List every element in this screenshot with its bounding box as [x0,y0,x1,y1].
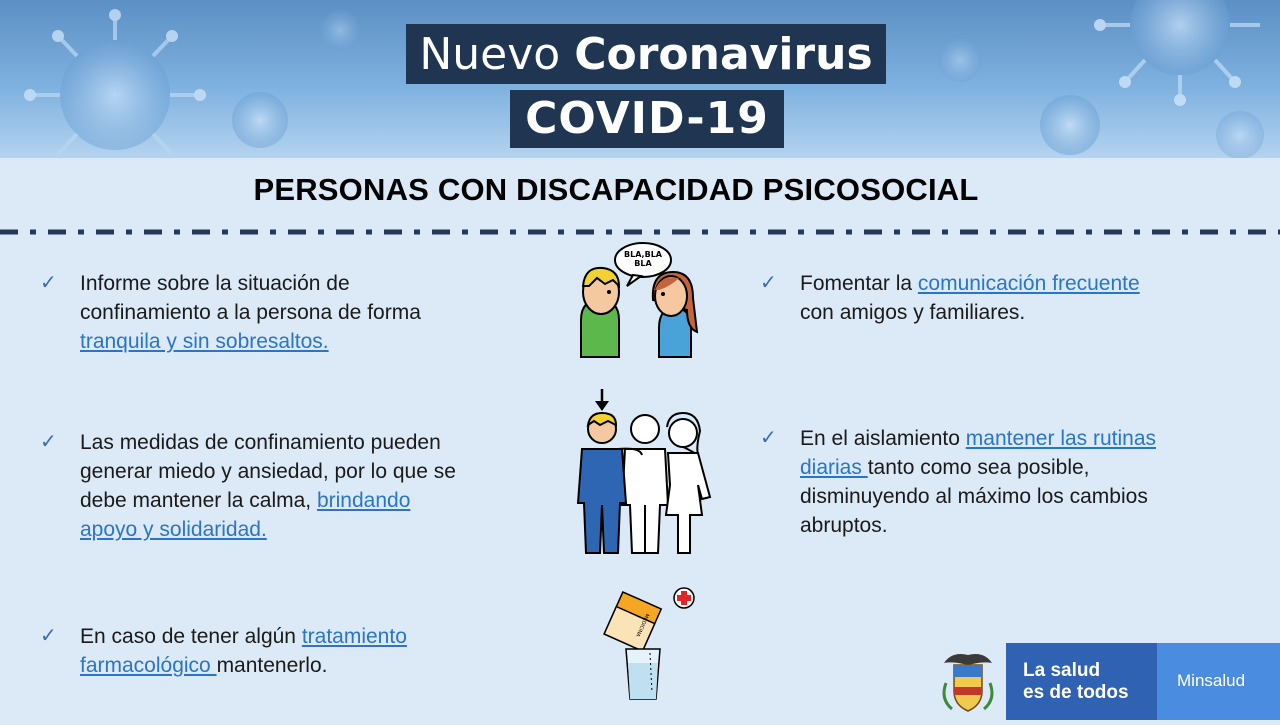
bullet-link[interactable]: diarias [800,456,868,479]
title-line-1 [406,24,886,84]
salud-line-1: La salud [1023,660,1101,681]
title-bold-text: Coronavirus [574,29,873,80]
la-salud-es-de-todos-logo [1006,643,1157,720]
bullet-link[interactable]: tratamiento [301,625,407,648]
check-icon: ✓ [40,431,57,453]
bullet-text-plain: tanto como sea posible, [867,456,1090,479]
bullet-link[interactable]: brindando [316,489,411,512]
bullet-text-plain: Fomentar la [800,272,918,295]
colombia-emblem [930,643,1006,720]
medicine-glass-icon [598,585,703,703]
header-banner [0,0,1280,158]
footer-logo [930,643,1280,720]
bullet-text-plain: mantenerlo. [216,654,328,677]
dashed-divider [0,228,1280,236]
bullet-left-1 [40,269,550,356]
minsalud-logo: Minsalud [1157,643,1280,720]
bullet-text-plain: En el aislamiento [800,427,966,450]
bullet-text-line: generar miedo y ansiedad, por lo que se [80,460,456,483]
check-icon: ✓ [40,625,57,647]
family-group-icon [570,385,715,557]
bullet-text-line: disminuyendo al máximo los cambios [800,485,1148,508]
speech-bubble-text: BLA,BLA BLA [624,250,662,268]
bullet-text-plain: En caso de tener algún [80,625,302,648]
bullet-text-plain: debe mantener la calma, [80,489,317,512]
bullet-link[interactable]: comunicación frecuente [917,272,1140,295]
title-light-text: Nuevo [419,29,561,80]
bullet-right-1 [760,269,1240,327]
bullet-text-line: Las medidas de confinamiento pueden [80,431,441,454]
people-talking-icon [575,240,705,362]
bullet-left-2 [40,428,550,544]
bullet-link[interactable]: tranquila y sin sobresaltos. [80,330,329,353]
bullet-text-line: Informe sobre la situación de [80,272,350,295]
bullet-right-2 [760,424,1240,540]
bullet-left-3 [40,622,550,680]
bullet-link[interactable]: apoyo y solidaridad. [80,518,267,541]
bullet-link[interactable]: farmacológico [80,654,217,677]
check-icon: ✓ [40,272,57,294]
medicine-label: MEDICINA [634,612,650,638]
bullet-text-line: confinamiento a la persona de forma [80,301,421,324]
section-title: PERSONAS CON DISCAPACIDAD PSICOSOCIAL [253,172,979,207]
bullet-text-line: abruptos. [800,514,888,537]
check-icon: ✓ [760,427,777,449]
check-icon: ✓ [760,272,777,294]
bullet-link[interactable]: mantener las rutinas [965,427,1157,450]
salud-line-2: es de todos [1023,682,1129,703]
bullet-text-line: con amigos y familiares. [800,301,1026,324]
title-line-2: COVID-19 [510,90,784,148]
coat-of-arms-icon [930,643,1006,720]
